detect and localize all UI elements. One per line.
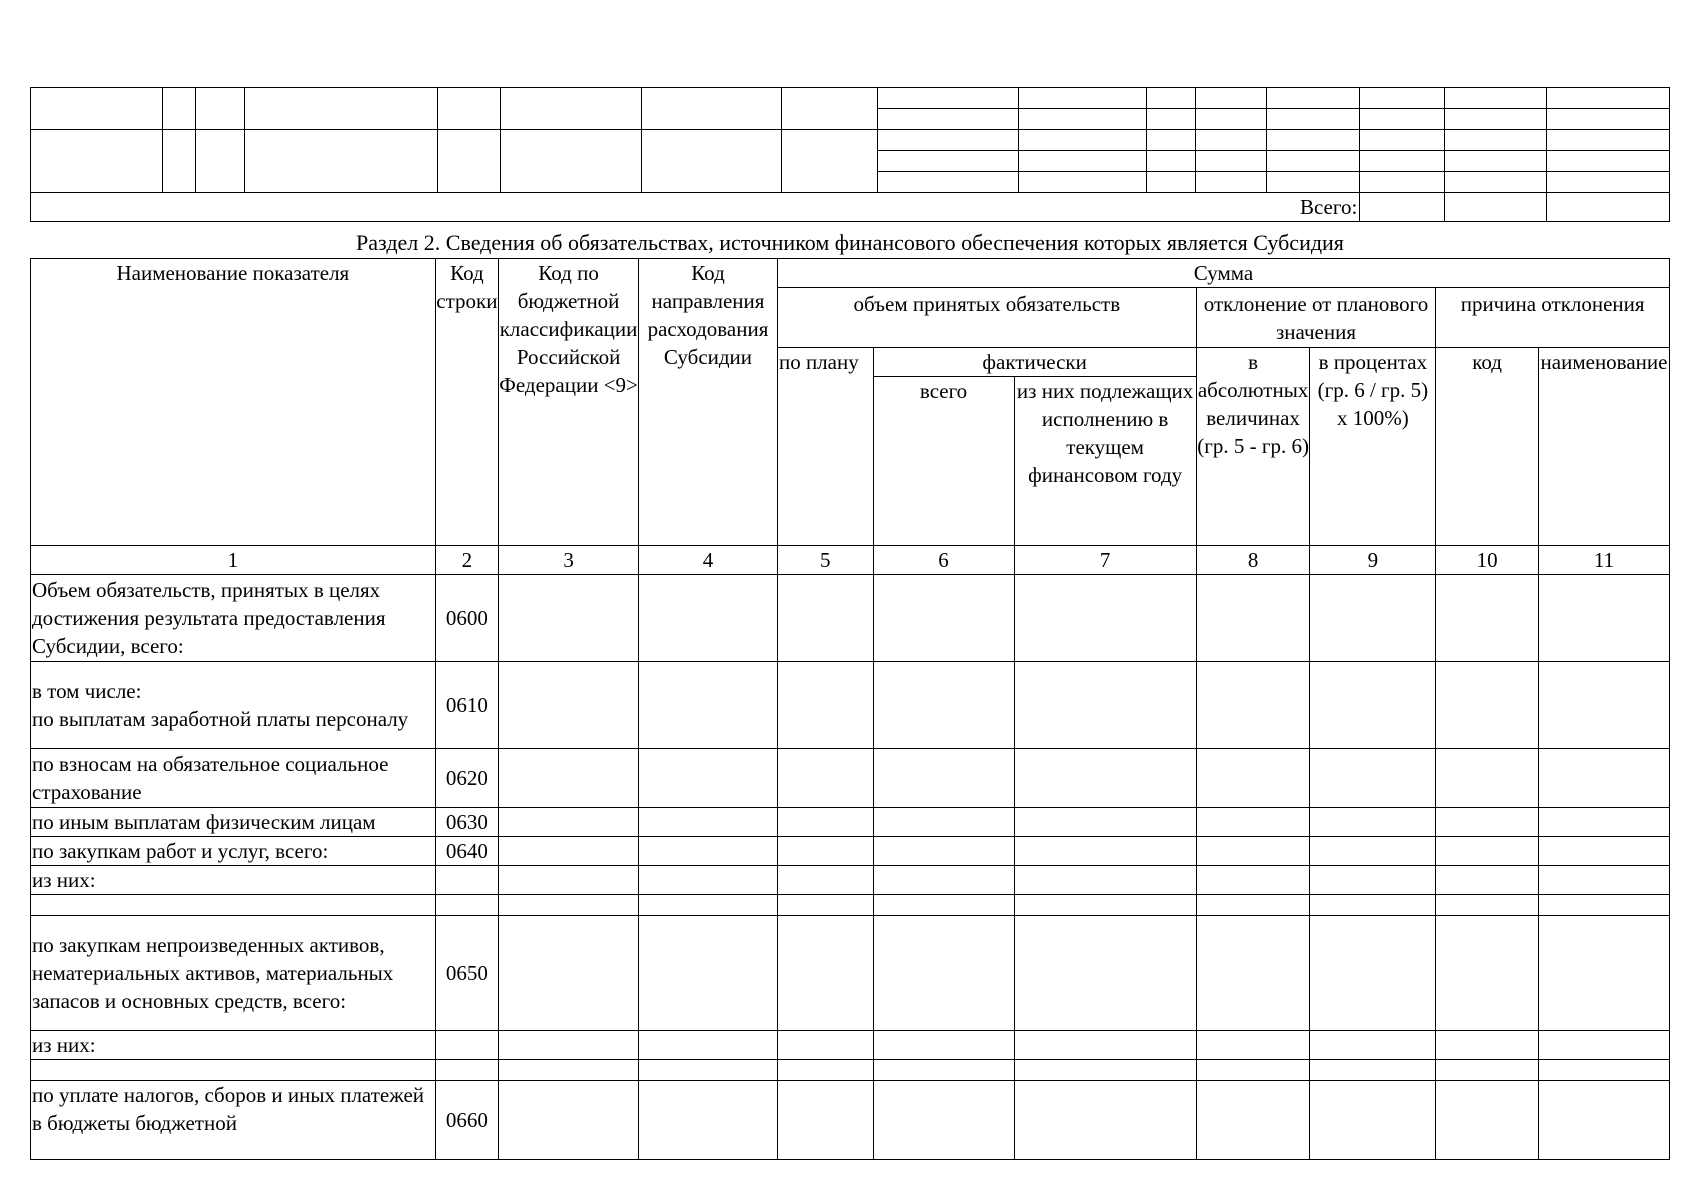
value-cell[interactable] [1014,916,1196,1031]
value-cell[interactable] [873,895,1014,916]
top-cell [1196,109,1267,130]
value-cell[interactable] [639,575,778,662]
top-cell [245,88,437,130]
total-cell [1360,193,1445,222]
top-cell [162,88,195,130]
column-number: 2 [435,546,498,575]
top-cell [1267,130,1360,151]
value-cell[interactable] [1196,1060,1310,1081]
table-body [31,575,1670,1160]
value-cell[interactable] [1310,1060,1436,1081]
value-cell[interactable] [777,895,873,916]
value-cell[interactable] [499,916,639,1031]
value-cell[interactable] [639,749,778,808]
top-cell [162,130,195,193]
top-cell [1445,172,1547,193]
value-cell[interactable] [777,866,873,895]
column-number: 11 [1538,546,1669,575]
value-cell[interactable] [1196,1031,1310,1060]
row-label [31,1060,436,1081]
top-cell [1146,151,1196,172]
value-cell[interactable] [1196,749,1310,808]
row-label: по закупкам непроизведенных активов, нематериальных активов, материальных запасов и основных средств, всего: [31,916,436,1031]
value-cell[interactable] [777,837,873,866]
value-cell[interactable] [873,1031,1014,1060]
value-cell[interactable] [1436,1081,1539,1160]
value-cell[interactable] [1538,575,1669,662]
top-cell [1267,172,1360,193]
value-cell[interactable] [873,866,1014,895]
top-cell [642,130,782,193]
value-cell[interactable] [639,895,778,916]
top-cell [1360,130,1445,151]
value-cell[interactable] [639,662,778,749]
value-cell[interactable] [499,866,639,895]
section-title: Раздел 2. Сведения об обязательствах, источником финансового обеспечения которых является Субсидия [356,230,1344,255]
top-cell [501,88,642,130]
value-cell[interactable] [1436,749,1539,808]
value-cell[interactable] [1436,1031,1539,1060]
value-cell[interactable] [873,837,1014,866]
value-cell[interactable] [639,866,778,895]
value-cell[interactable] [1196,808,1310,837]
top-cell [877,130,1019,151]
top-cell [1547,88,1670,109]
value-cell[interactable] [499,895,639,916]
top-cell [781,130,877,193]
header-abs-values: в абсолютных величинах (гр. 5 - гр. 6) [1196,348,1310,546]
top-cell [1547,151,1670,172]
header-obligations-volume: объем принятых обязательств [777,288,1196,348]
value-cell[interactable] [777,1081,873,1160]
top-cell [1445,151,1547,172]
top-cell [1019,88,1146,109]
top-cell [437,88,501,130]
value-cell[interactable] [1538,895,1669,916]
header-indicator-name: Наименование показателя [31,259,436,546]
value-cell[interactable] [1538,1060,1669,1081]
header-reason-code: код [1436,348,1539,546]
value-cell[interactable] [1538,1031,1669,1060]
top-cell [1196,88,1267,109]
value-cell[interactable] [1436,808,1539,837]
top-cell [1019,109,1146,130]
value-cell[interactable] [1310,866,1436,895]
table-row [31,895,1670,916]
top-cell [1445,109,1547,130]
table-row [31,837,1670,866]
column-number: 1 [31,546,436,575]
value-cell[interactable] [1014,662,1196,749]
column-number: 5 [777,546,873,575]
table-row [31,575,1670,662]
column-number: 9 [1310,546,1436,575]
value-cell[interactable] [777,916,873,1031]
value-cell[interactable] [1014,837,1196,866]
header-budget-class-code: Код по бюджетной классификации Российской Федерации <9> [499,259,639,546]
value-cell[interactable] [1310,749,1436,808]
row-code [435,1031,498,1060]
top-cell [1445,88,1547,109]
value-cell[interactable] [777,662,873,749]
value-cell[interactable] [1310,662,1436,749]
top-cell [1360,172,1445,193]
value-cell[interactable] [1196,866,1310,895]
value-cell[interactable] [1014,575,1196,662]
value-cell[interactable] [1436,916,1539,1031]
value-cell[interactable] [1436,575,1539,662]
value-cell[interactable] [873,1081,1014,1160]
value-cell[interactable] [1436,866,1539,895]
column-number: 7 [1014,546,1196,575]
value-cell[interactable] [639,808,778,837]
value-cell[interactable] [1014,866,1196,895]
row-code: 0600 [435,575,498,662]
top-cell [1146,88,1196,109]
value-cell[interactable] [873,1060,1014,1081]
top-cell [437,130,501,193]
top-cell [31,130,163,193]
value-cell[interactable] [1196,837,1310,866]
header-deviation-from-plan: отклонение от планового значения [1196,288,1436,348]
table-row [31,749,1670,808]
value-cell[interactable] [777,1031,873,1060]
value-cell[interactable] [1196,916,1310,1031]
value-cell[interactable] [777,1060,873,1081]
column-number: 6 [873,546,1014,575]
column-number: 3 [499,546,639,575]
value-cell[interactable] [499,1031,639,1060]
header-sum: Сумма [777,259,1669,288]
value-cell[interactable] [1436,837,1539,866]
top-cell [1146,130,1196,151]
value-cell[interactable] [1436,895,1539,916]
value-cell[interactable] [1196,895,1310,916]
value-cell[interactable] [1538,916,1669,1031]
value-cell[interactable] [777,808,873,837]
value-cell[interactable] [1196,662,1310,749]
value-cell[interactable] [1538,662,1669,749]
top-cell [877,172,1019,193]
table-row [31,1031,1670,1060]
top-cell [642,88,782,130]
value-cell[interactable] [639,1031,778,1060]
value-cell[interactable] [1014,1031,1196,1060]
value-cell[interactable] [1436,662,1539,749]
value-cell[interactable] [873,575,1014,662]
value-cell[interactable] [499,1060,639,1081]
table-row [31,808,1670,837]
row-code [435,1060,498,1081]
table-row [31,1081,1670,1160]
header-actual-current-year: из них подлежащих исполнению в текущем финансовом году [1014,377,1196,546]
previous-section-table [30,87,1670,222]
top-cell [877,151,1019,172]
top-cell [501,130,642,193]
value-cell[interactable] [499,1081,639,1160]
top-cell [1360,88,1445,109]
header-line-code: Код строки [435,259,498,546]
value-cell[interactable] [1310,916,1436,1031]
top-cell [1267,109,1360,130]
top-cell [1019,172,1146,193]
value-cell[interactable] [1014,1081,1196,1160]
value-cell[interactable] [1310,837,1436,866]
column-number: 4 [639,546,778,575]
value-cell[interactable] [499,575,639,662]
value-cell[interactable] [1310,575,1436,662]
table-row [31,866,1670,895]
total-cell [1547,193,1670,222]
top-cell [1267,88,1360,109]
top-cell [1196,130,1267,151]
value-cell[interactable] [873,808,1014,837]
row-label: из них: [31,1031,436,1060]
column-number: 8 [1196,546,1310,575]
header-subsidy-direction-code: Код направления расходования Субсидии [639,259,778,546]
value-cell[interactable] [1196,1081,1310,1160]
value-cell[interactable] [1196,575,1310,662]
value-cell[interactable] [1538,749,1669,808]
top-cell [781,88,877,130]
top-cell [195,130,245,193]
header-reason-name: наименование [1538,348,1669,546]
row-code: 0620 [435,749,498,808]
row-code: 0610 [435,662,498,749]
row-label: по уплате налогов, сборов и иных платежей в бюджеты бюджетной [31,1081,436,1160]
value-cell[interactable] [499,837,639,866]
row-code: 0660 [435,1081,498,1160]
value-cell[interactable] [639,1081,778,1160]
value-cell[interactable] [777,575,873,662]
top-cell [1146,172,1196,193]
value-cell[interactable] [873,916,1014,1031]
value-cell[interactable] [1310,808,1436,837]
value-cell[interactable] [1014,749,1196,808]
header-actual-total: всего [873,377,1014,546]
row-label: в том числе: по выплатам заработной платы персоналу [31,662,436,749]
row-label: Объем обязательств, принятых в целях достижения результата предоставления Субсидии, всего: [31,575,436,662]
value-cell[interactable] [777,749,873,808]
value-cell[interactable] [873,749,1014,808]
value-cell[interactable] [499,749,639,808]
table-row [31,662,1670,749]
table-row [31,1060,1670,1081]
value-cell[interactable] [499,662,639,749]
top-cell [245,130,437,193]
top-cell [1196,151,1267,172]
row-label: по закупкам работ и услуг, всего: [31,837,436,866]
top-cell [1547,109,1670,130]
value-cell[interactable] [1014,895,1196,916]
row-label: по взносам на обязательное социальное страхование [31,749,436,808]
row-label [31,895,436,916]
row-code: 0640 [435,837,498,866]
value-cell[interactable] [1436,1060,1539,1081]
top-cell [1146,109,1196,130]
total-cell [1445,193,1547,222]
top-cell [1360,151,1445,172]
row-label: по иным выплатам физическим лицам [31,808,436,837]
row-code [435,866,498,895]
top-cell [1019,130,1146,151]
top-cell [877,88,1019,109]
top-cell [195,88,245,130]
header-actual: фактически [873,348,1196,377]
value-cell[interactable] [1310,895,1436,916]
obligations-table [30,258,1670,1160]
top-cell [1445,130,1547,151]
value-cell[interactable] [873,662,1014,749]
value-cell[interactable] [499,808,639,837]
row-label: из них: [31,866,436,895]
value-cell[interactable] [1538,808,1669,837]
top-cell [1547,172,1670,193]
value-cell[interactable] [1538,837,1669,866]
top-cell [1196,172,1267,193]
value-cell[interactable] [1310,1081,1436,1160]
top-cell [1360,109,1445,130]
value-cell[interactable] [1310,1031,1436,1060]
row-code: 0630 [435,808,498,837]
top-cell [877,109,1019,130]
value-cell[interactable] [1014,808,1196,837]
value-cell[interactable] [1538,866,1669,895]
value-cell[interactable] [1538,1081,1669,1160]
row-code [435,895,498,916]
header-by-plan: по плану [777,348,873,546]
top-cell [1547,130,1670,151]
header-deviation-reason: причина отклонения [1436,288,1670,348]
top-cell [1267,151,1360,172]
top-cell [31,88,163,130]
value-cell[interactable] [1014,1060,1196,1081]
value-cell[interactable] [639,837,778,866]
column-number: 10 [1436,546,1539,575]
header-percent-values: в процентах (гр. 6 / гр. 5) x 100%) [1310,348,1436,546]
table-row [31,916,1670,1031]
total-label: Всего: [31,193,1360,222]
value-cell[interactable] [639,916,778,1031]
row-code: 0650 [435,916,498,1031]
value-cell[interactable] [639,1060,778,1081]
top-cell [1019,151,1146,172]
